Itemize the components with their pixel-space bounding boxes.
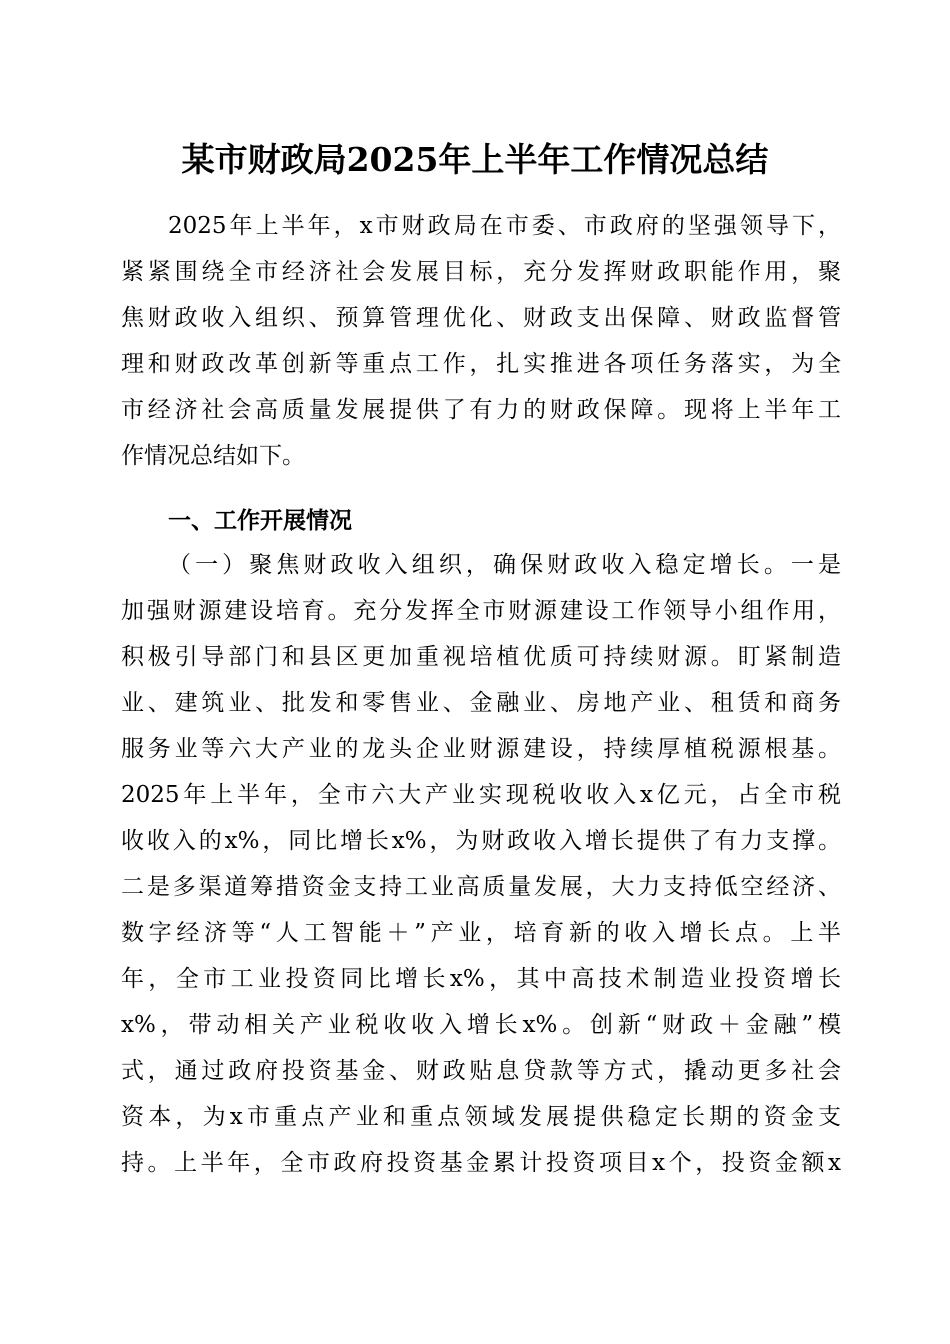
document-title: 某市财政局2025年上半年工作情况总结 [181, 140, 769, 179]
paragraph-2-line: 2025年上半年，全市六大产业实现税收收入x亿元，占全市税 [121, 782, 841, 808]
paragraph-2-line: 服务业等六大产业的龙头企业财源建设，持续厚植税源根基。 [121, 736, 841, 762]
paragraph-2-line: 数字经济等“人工智能＋”产业，培育新的收入增长点。上半 [121, 920, 841, 946]
paragraph-2-line: 年，全市工业投资同比增长x%，其中高技术制造业投资增长 [121, 966, 841, 992]
paragraph-2-line: 收收入的x%，同比增长x%，为财政收入增长提供了有力支撑。 [121, 828, 841, 854]
paragraph-2-line: x%，带动相关产业税收收入增长x%。创新“财政＋金融”模 [121, 1012, 841, 1038]
paragraph-2-line: （一）聚焦财政收入组织，确保财政收入稳定增长。一是 [168, 552, 841, 578]
paragraph-1-line: 紧紧围绕全市经济社会发展目标，充分发挥财政职能作用，聚 [121, 259, 841, 285]
paragraph-1-line: 2025年上半年，x市财政局在市委、市政府的坚强领导下， [168, 213, 841, 239]
paragraph-2-line: 资本，为x市重点产业和重点领域发展提供稳定长期的资金支 [121, 1104, 841, 1130]
paragraph-1-line: 作情况总结如下。 [121, 443, 305, 469]
paragraph-1-line: 理和财政改革创新等重点工作，扎实推进各项任务落实，为全 [121, 351, 841, 377]
paragraph-2-line: 加强财源建设培育。充分发挥全市财源建设工作领导小组作用， [121, 598, 841, 624]
paragraph-2-line: 式，通过政府投资基金、财政贴息贷款等方式，撬动更多社会 [121, 1058, 841, 1084]
paragraph-2-line: 积极引导部门和县区更加重视培植优质可持续财源。盯紧制造 [121, 644, 841, 670]
paragraph-2-line: 业、建筑业、批发和零售业、金融业、房地产业、租赁和商务 [121, 690, 841, 716]
paragraph-1-line: 焦财政收入组织、预算管理优化、财政支出保障、财政监督管 [121, 305, 841, 331]
paragraph-1-line: 市经济社会高质量发展提供了有力的财政保障。现将上半年工 [121, 397, 841, 423]
section-heading: 一、工作开展情况 [168, 508, 352, 534]
paragraph-2-line: 持。上半年，全市政府投资基金累计投资项目x个，投资金额x [121, 1150, 841, 1176]
paragraph-2-line: 二是多渠道筹措资金支持工业高质量发展，大力支持低空经济、 [121, 874, 841, 900]
